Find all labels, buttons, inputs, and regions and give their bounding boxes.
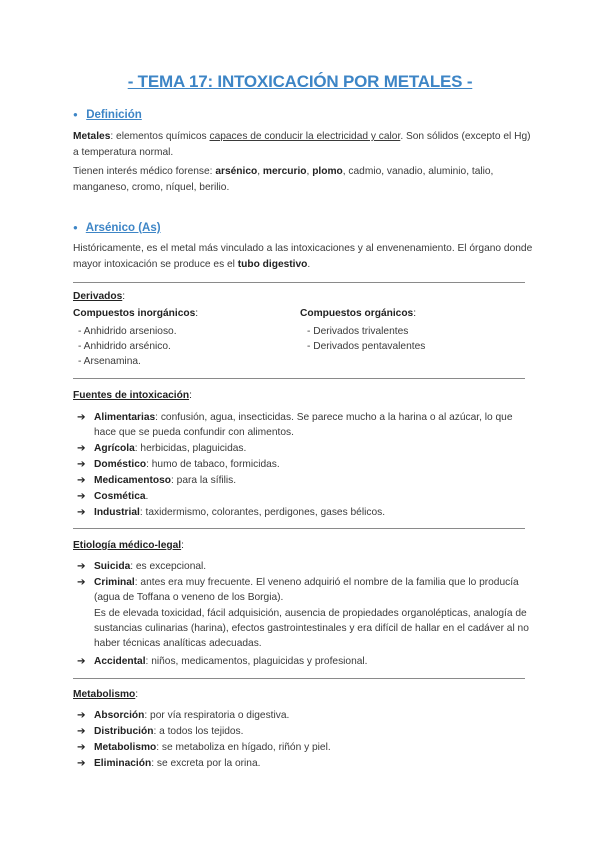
text: : confusión, agua, insecticidas. Se parece mucho a la harina o al azúcar, lo que hace que se pueda confundir con alimentos. [94,412,513,438]
text: , cadmio, vanadio, aluminio, talio, manganeso, cromo, níquel, berilio. [73,166,494,193]
bold-term: Medicamentoso [94,475,171,486]
list-item [77,441,532,456]
arsenico-intro [73,241,533,272]
arrow-icon: ➔ [77,710,86,721]
text: : a todos los tejidos. [153,726,244,737]
bold-term: Doméstico [94,459,147,470]
bold-term: Industrial [94,507,140,518]
list-item [77,505,532,520]
text: Es de elevada toxicidad, fácil adquisición, ausencia de propiedades organolépticas, analogía de sustancias culinarias (harina), efectos gastrointestinales y era difícil de hallar en el cadáver al no haber técnicas analíticas adecuadas. [94,608,529,649]
arrow-icon: ➔ [77,475,86,486]
metales-definition [73,129,533,160]
list-item [77,489,532,504]
divider [73,528,525,529]
text: Tienen interés médico forense: [73,166,216,177]
colon: : [189,390,192,401]
bold-term: arsénico [215,166,258,177]
bullet-icon: ● [73,110,78,119]
list-item [77,457,532,472]
bold-term: Distribución [94,726,154,737]
metales-term: Metales [73,131,111,142]
text: : se excreta por la orina. [151,758,261,769]
list-item [77,740,532,755]
list-item: - Anhidrido arsenioso. [78,326,177,337]
text: : se metaboliza en hígado, riñón y piel. [156,742,331,753]
list-item [77,654,532,669]
arrow-icon: ➔ [77,726,86,737]
page-title: - TEMA 17: INTOXICACIÓN POR METALES - [127,72,473,91]
subheading-label: Derivados [73,291,123,302]
colon: : [122,291,126,302]
section-heading-label: Definición [86,109,142,121]
bold-term: Metabolismo [94,742,157,753]
colon: : [195,308,199,319]
subheading-label: Compuestos orgánicos [300,308,414,319]
subheading-label: Etiología médico-legal [73,540,182,551]
text: , [306,166,313,177]
etiologia-heading [73,540,184,551]
section-heading-definicion [73,109,142,121]
colon: : [413,308,417,319]
text: . [307,258,311,270]
arrow-icon: ➔ [77,758,86,769]
bold-term: tubo digestivo [237,258,308,270]
list-item: - Anhidrido arsénico. [78,341,171,352]
list-item [77,410,532,440]
text: : para la sífilis. [171,475,237,486]
list-item [77,708,532,723]
list-item: - Derivados pentavalentes [307,341,426,352]
derivados-heading [73,291,125,302]
bold-term: mercurio [262,166,307,177]
arrow-icon: ➔ [77,656,86,667]
arrow-icon: ➔ [77,459,86,470]
arrow-icon: ➔ [77,443,86,454]
underlined-text: capaces de conducir la electricidad y calor [209,131,401,142]
section-heading-label: Arsénico (As) [85,222,161,234]
arrow-icon: ➔ [77,561,86,572]
divider [73,678,525,679]
list-item [77,559,532,574]
text: : es excepcional. [130,561,207,572]
arrow-icon: ➔ [77,742,86,753]
text: . Son sólidos (excepto el Hg) a temperatura normal. [73,131,531,158]
list-item [77,756,532,771]
metabolismo-heading [73,689,138,700]
bold-term: Suicida [94,561,131,572]
text: . [145,491,149,502]
subheading-label: Compuestos inorgánicos [73,308,196,319]
arrow-icon: ➔ [77,577,86,588]
list-item-continuation [77,606,532,651]
organicos-heading [300,308,416,319]
inorganicos-heading [73,308,198,319]
arrow-icon: ➔ [77,491,86,502]
bold-term: Alimentarias [94,412,156,423]
interes-paragraph [73,164,533,195]
section-heading-arsenico [73,222,161,234]
text: : niños, medicamentos, plaguicidas y profesional. [145,656,368,667]
fuentes-heading [73,390,192,401]
bold-term: Criminal [94,577,135,588]
subheading-label: Fuentes de intoxicación [73,390,190,401]
text: , [257,166,263,177]
bold-term: plomo [312,166,343,177]
text: : herbicidas, plaguicidas. [134,443,247,454]
inorganicos-list [78,324,177,369]
bullet-icon: ● [73,223,78,232]
colon: : [135,689,139,700]
text: Históricamente, es el metal más vinculado a las intoxicaciones y al envenenamiento. El órgano donde mayor intoxicación se produce es el [73,243,533,270]
subheading-label: Metabolismo [73,689,136,700]
text: : elementos químicos [110,131,210,142]
divider [73,282,525,283]
arrow-icon: ➔ [77,412,86,423]
bold-term: Cosmética [94,491,146,502]
list-item: - Arsenamina. [78,356,141,367]
bold-term: Absorción [94,710,145,721]
text: : taxidermismo, colorantes, perdigones, gases bélicos. [139,507,386,518]
bold-term: Agrícola [94,443,135,454]
colon: : [181,540,184,551]
list-item: - Derivados trivalentes [307,326,409,337]
list-item [77,575,532,605]
arrow-icon: ➔ [77,507,86,518]
bold-term: Eliminación [94,758,152,769]
organicos-list [307,324,425,354]
divider [73,378,525,379]
list-item [77,473,532,488]
bold-term: Accidental [94,656,146,667]
text: : humo de tabaco, formicidas. [146,459,280,470]
text: : antes era muy frecuente. El veneno adquirió el nombre de la familia que lo producía (agua de Toffana o veneno de los Borgia). [94,577,519,603]
text: : por vía respiratoria o digestiva. [144,710,290,721]
list-item [77,724,532,739]
